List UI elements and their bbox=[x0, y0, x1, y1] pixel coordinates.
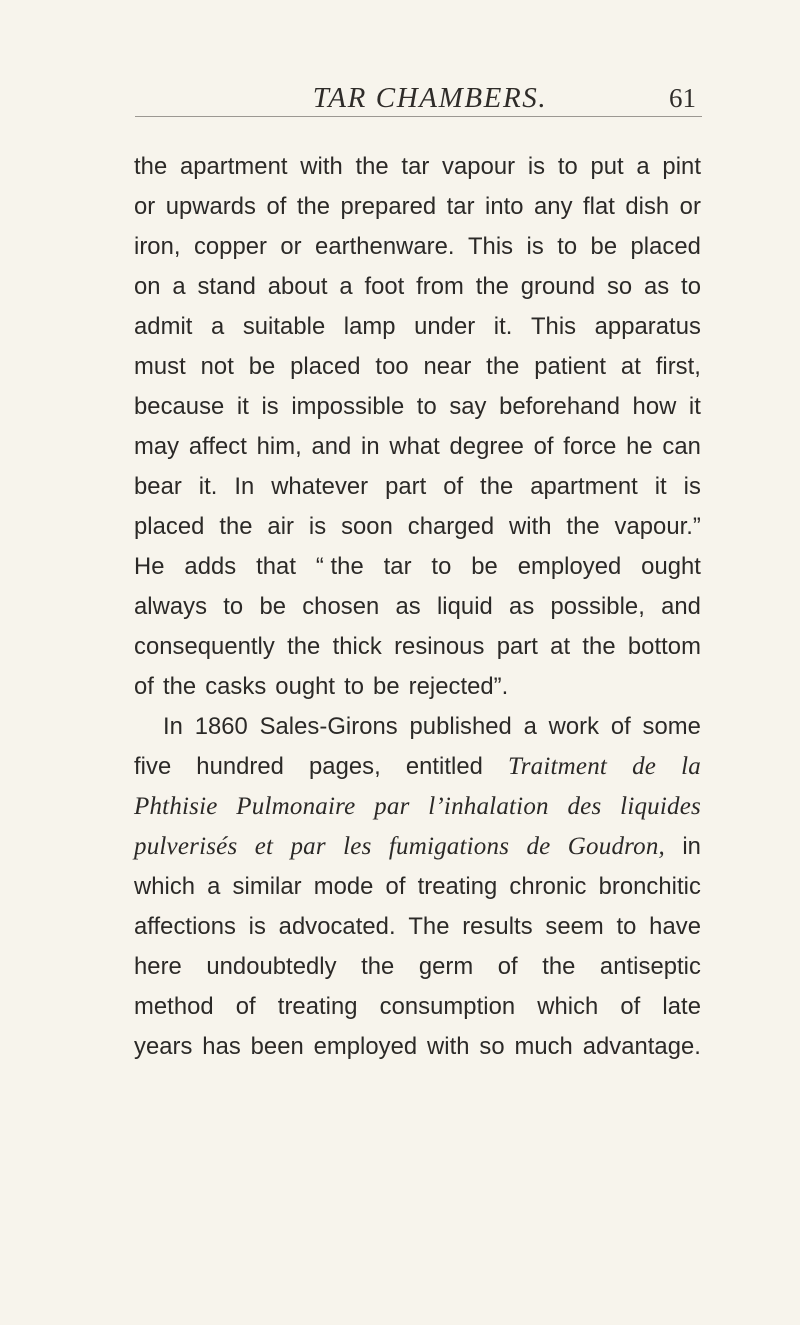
word: the bbox=[296, 193, 331, 220]
word: late bbox=[662, 993, 701, 1020]
word: thick bbox=[332, 633, 382, 660]
word: employed bbox=[313, 1033, 418, 1060]
word: to bbox=[344, 673, 365, 700]
word: may bbox=[134, 433, 180, 460]
word: it bbox=[688, 393, 701, 420]
word: the bbox=[355, 153, 389, 180]
word: of bbox=[235, 993, 256, 1020]
word: it. bbox=[493, 313, 513, 340]
word: beforehand bbox=[499, 393, 620, 420]
word: because bbox=[134, 393, 225, 420]
word: whatever bbox=[271, 473, 369, 500]
word: treating bbox=[417, 873, 498, 900]
word: the bbox=[287, 633, 321, 660]
word: adds bbox=[184, 553, 237, 580]
word: He bbox=[134, 553, 165, 580]
word: suitable bbox=[242, 313, 326, 340]
word: the bbox=[361, 953, 395, 980]
word: work bbox=[548, 713, 600, 740]
page-number: 61 bbox=[669, 83, 696, 113]
word: employed bbox=[517, 553, 622, 580]
word: of bbox=[134, 673, 154, 700]
text-line bbox=[134, 587, 701, 627]
word: earthenware. bbox=[315, 233, 455, 260]
word: part bbox=[385, 473, 427, 500]
word: have bbox=[649, 913, 701, 940]
word: a bbox=[339, 273, 353, 300]
word: pulverisés bbox=[134, 833, 238, 860]
word: a bbox=[207, 873, 221, 900]
word: a bbox=[210, 313, 225, 340]
word: a bbox=[636, 153, 650, 180]
word: vapour bbox=[442, 153, 516, 180]
word: to bbox=[681, 273, 701, 300]
text-line bbox=[134, 907, 701, 947]
word: chronic bbox=[509, 873, 587, 900]
word: Pulmonaire bbox=[236, 793, 356, 820]
word: resinous bbox=[394, 633, 485, 660]
word: is bbox=[261, 393, 279, 420]
word: it. bbox=[198, 473, 218, 500]
word: germ bbox=[418, 953, 474, 980]
word: with bbox=[300, 153, 343, 180]
word: first, bbox=[655, 353, 701, 380]
word: seem bbox=[545, 913, 604, 940]
text-line bbox=[134, 987, 701, 1027]
word: has bbox=[202, 1033, 241, 1060]
word: rejected”. bbox=[408, 673, 509, 700]
body-text bbox=[134, 147, 701, 1067]
word: which bbox=[134, 873, 196, 900]
word: or bbox=[679, 193, 701, 220]
word: from bbox=[416, 273, 464, 300]
text-line bbox=[134, 667, 701, 707]
word: the bbox=[475, 273, 509, 300]
text-line bbox=[134, 707, 701, 747]
word: consumption bbox=[379, 993, 516, 1020]
word: to bbox=[616, 913, 637, 940]
word: vapour.” bbox=[614, 513, 701, 540]
word: at bbox=[620, 353, 641, 380]
word: with bbox=[427, 1033, 470, 1060]
word: a bbox=[172, 273, 186, 300]
word: of bbox=[266, 193, 287, 220]
text-line bbox=[134, 427, 701, 467]
word: five bbox=[134, 753, 172, 780]
word: is bbox=[526, 233, 544, 260]
word: affections bbox=[134, 913, 236, 940]
word: 1860 bbox=[194, 713, 248, 740]
header-rule bbox=[135, 116, 702, 117]
word: This bbox=[530, 313, 577, 340]
word: stand bbox=[197, 273, 256, 300]
word: soon bbox=[341, 513, 393, 540]
word: Phthisie bbox=[134, 793, 218, 820]
text-line bbox=[134, 147, 701, 187]
text-line bbox=[134, 467, 701, 507]
text-line bbox=[134, 1027, 701, 1067]
word: be bbox=[259, 593, 287, 620]
text-line bbox=[134, 947, 701, 987]
text-line bbox=[134, 827, 701, 867]
word: pages, bbox=[309, 753, 381, 780]
word: say bbox=[449, 393, 487, 420]
word: how bbox=[632, 393, 677, 420]
word: the bbox=[219, 513, 253, 540]
word: tar bbox=[383, 553, 412, 580]
word: fumigations bbox=[388, 833, 510, 860]
word: is bbox=[683, 473, 701, 500]
word: that bbox=[256, 553, 296, 580]
word: the bbox=[480, 473, 514, 500]
word: in bbox=[682, 833, 701, 860]
word: of bbox=[385, 873, 406, 900]
word: de bbox=[526, 833, 551, 860]
word: charged bbox=[407, 513, 495, 540]
word: ought bbox=[275, 673, 336, 700]
word: it bbox=[236, 393, 249, 420]
word: de bbox=[632, 753, 657, 780]
word: or bbox=[134, 193, 156, 220]
word: to bbox=[557, 153, 578, 180]
word: In bbox=[163, 713, 183, 740]
word: to bbox=[557, 233, 578, 260]
text-line bbox=[134, 507, 701, 547]
word: the bbox=[542, 953, 576, 980]
word: which bbox=[537, 993, 599, 1020]
word: it bbox=[654, 473, 667, 500]
word: near bbox=[423, 353, 472, 380]
word: mode bbox=[313, 873, 374, 900]
word: as bbox=[644, 273, 670, 300]
word: he bbox=[626, 433, 653, 460]
word: undoubtedly bbox=[206, 953, 337, 980]
word: must bbox=[134, 353, 186, 380]
word: what bbox=[389, 433, 440, 460]
word: and bbox=[661, 593, 701, 620]
word: the bbox=[486, 353, 520, 380]
word: treating bbox=[277, 993, 358, 1020]
word: dish bbox=[625, 193, 670, 220]
word: Traitment bbox=[508, 753, 608, 780]
word: entitled bbox=[405, 753, 483, 780]
word: so bbox=[606, 273, 633, 300]
word: similar bbox=[232, 873, 302, 900]
word: This bbox=[467, 233, 514, 260]
word: so bbox=[479, 1033, 505, 1060]
word: published bbox=[409, 713, 512, 740]
word: la bbox=[681, 753, 701, 780]
word: flat bbox=[582, 193, 615, 220]
word: affect bbox=[188, 433, 247, 460]
word: be bbox=[471, 553, 498, 580]
word: of bbox=[620, 993, 641, 1020]
word: be bbox=[590, 233, 618, 260]
word: hundred bbox=[196, 753, 284, 780]
word: apparatus bbox=[594, 313, 701, 340]
word: et bbox=[254, 833, 274, 860]
text-line bbox=[134, 227, 701, 267]
word: him, bbox=[256, 433, 302, 460]
word: ground bbox=[520, 273, 596, 300]
word: put bbox=[590, 153, 624, 180]
word: with bbox=[509, 513, 552, 540]
word: In bbox=[234, 473, 255, 500]
text-line bbox=[134, 267, 701, 307]
word: tar bbox=[446, 193, 475, 220]
word: “ the bbox=[315, 553, 364, 580]
text-line bbox=[134, 867, 701, 907]
word: prepared bbox=[340, 193, 437, 220]
text-line bbox=[134, 187, 701, 227]
word: tar bbox=[401, 153, 430, 180]
text-line bbox=[134, 347, 701, 387]
word: les bbox=[343, 833, 372, 860]
word: years bbox=[134, 1033, 193, 1060]
word: apartment bbox=[179, 153, 288, 180]
word: of bbox=[533, 433, 554, 460]
word: some bbox=[642, 713, 701, 740]
word: the bbox=[134, 153, 168, 180]
word: at bbox=[550, 633, 571, 660]
word: of bbox=[497, 953, 518, 980]
word: is bbox=[248, 913, 266, 940]
word: a bbox=[523, 713, 537, 740]
word: possible, bbox=[550, 593, 645, 620]
word: is bbox=[527, 153, 546, 180]
text-line bbox=[134, 307, 701, 347]
word: iron, bbox=[134, 233, 181, 260]
word: be bbox=[248, 353, 276, 380]
word: placed bbox=[134, 513, 205, 540]
word: too bbox=[375, 353, 409, 380]
word: is bbox=[308, 513, 327, 540]
word: advocated. bbox=[278, 913, 396, 940]
word: not bbox=[200, 353, 234, 380]
word: consequently bbox=[134, 633, 275, 660]
word: here bbox=[134, 953, 182, 980]
word: to bbox=[223, 593, 244, 620]
word: l’inhalation bbox=[428, 793, 549, 820]
word: the bbox=[566, 513, 600, 540]
word: on bbox=[134, 273, 161, 300]
word: Sales-Girons bbox=[259, 713, 398, 740]
word: air bbox=[267, 513, 295, 540]
word: admit bbox=[134, 313, 193, 340]
text-line bbox=[134, 387, 701, 427]
word: to bbox=[416, 393, 437, 420]
text-line bbox=[134, 627, 701, 667]
word: always bbox=[134, 593, 208, 620]
word: method bbox=[134, 993, 214, 1020]
page-title: TAR CHAMBERS. bbox=[312, 82, 548, 114]
word: pint bbox=[662, 153, 701, 180]
word: or bbox=[280, 233, 302, 260]
word: Goudron, bbox=[567, 833, 666, 860]
word: of bbox=[443, 473, 464, 500]
text-line bbox=[134, 547, 701, 587]
word: as bbox=[395, 593, 421, 620]
word: and bbox=[311, 433, 352, 460]
word: patient bbox=[534, 353, 607, 380]
word: apartment bbox=[530, 473, 638, 500]
word: about bbox=[267, 273, 328, 300]
word: force bbox=[563, 433, 617, 460]
word: been bbox=[250, 1033, 304, 1060]
word: ought bbox=[641, 553, 701, 580]
text-line bbox=[134, 787, 701, 827]
word: foot bbox=[364, 273, 405, 300]
word: degree bbox=[449, 433, 524, 460]
word: much bbox=[514, 1033, 573, 1060]
word: can bbox=[662, 433, 701, 460]
word: casks bbox=[205, 673, 267, 700]
word: placed bbox=[630, 233, 701, 260]
word: copper bbox=[193, 233, 267, 260]
text-line bbox=[134, 747, 701, 787]
word: par bbox=[374, 793, 410, 820]
word: any bbox=[534, 193, 573, 220]
word: liquid bbox=[436, 593, 493, 620]
word: to bbox=[431, 553, 452, 580]
word: the bbox=[162, 673, 197, 700]
word: impossible bbox=[291, 393, 405, 420]
word: des bbox=[567, 793, 602, 820]
word: results bbox=[462, 913, 533, 940]
word: bottom bbox=[627, 633, 701, 660]
word: be bbox=[373, 673, 400, 700]
word: of bbox=[610, 713, 631, 740]
word: placed bbox=[290, 353, 361, 380]
word: antiseptic bbox=[599, 953, 701, 980]
word: under bbox=[414, 313, 476, 340]
word: upwards bbox=[165, 193, 257, 220]
word: advantage. bbox=[582, 1033, 701, 1060]
word: par bbox=[290, 833, 326, 860]
word: bear bbox=[134, 473, 182, 500]
word: bronchitic bbox=[598, 873, 701, 900]
word: part bbox=[496, 633, 538, 660]
word: into bbox=[484, 193, 524, 220]
word: chosen bbox=[302, 593, 380, 620]
word: the bbox=[582, 633, 616, 660]
word: as bbox=[509, 593, 535, 620]
word: lamp bbox=[343, 313, 396, 340]
word: liquides bbox=[620, 793, 701, 820]
word: The bbox=[408, 913, 450, 940]
word: in bbox=[361, 433, 380, 460]
